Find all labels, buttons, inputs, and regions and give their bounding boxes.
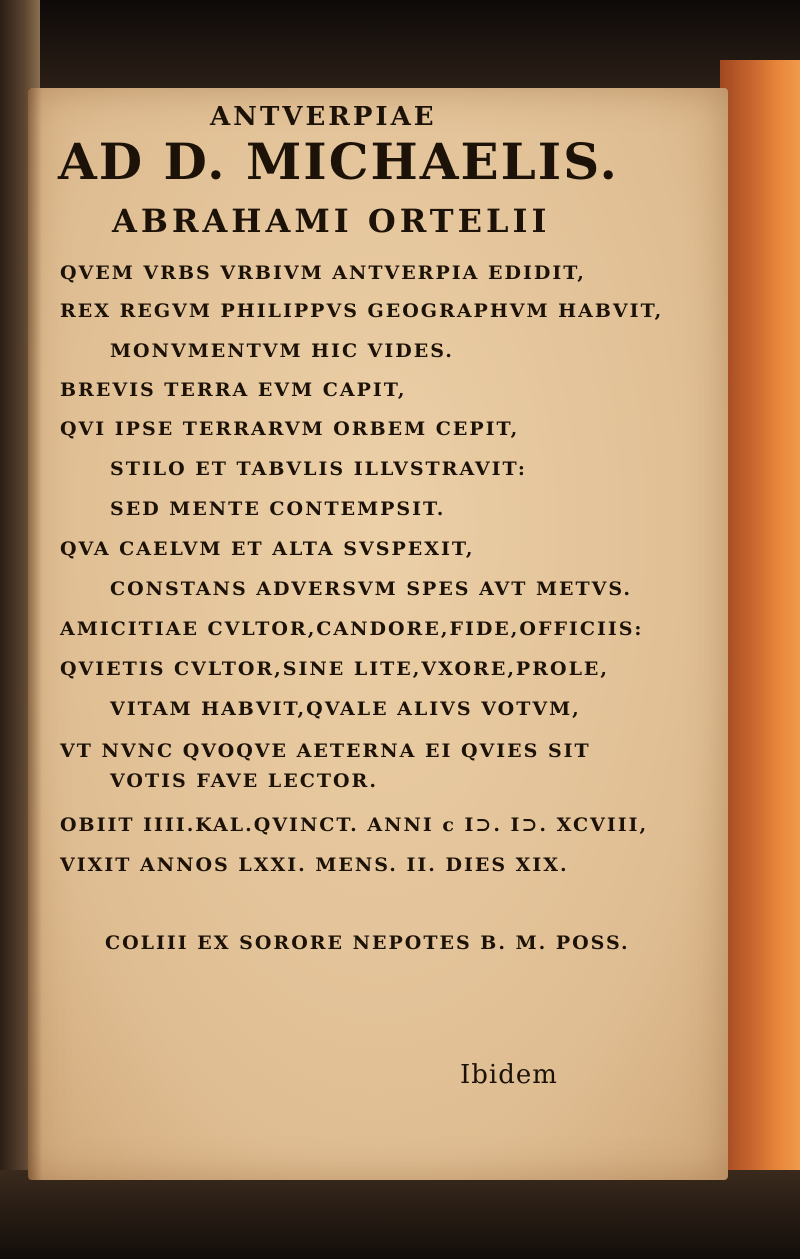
page-gutter-shadow [28, 88, 42, 1180]
inscription-line: VT NVNC QVOQVE AETERNA EI QVIES SIT [60, 740, 591, 762]
inscription-line: CONSTANS ADVERSVM SPES AVT METVS. [110, 578, 633, 600]
death-date-line: OBIIT IIII.KAL.QVINCT. ANNI c I⊃. I⊃. XCVIII, [60, 814, 649, 836]
dedication-title: AD D. MICHAELIS. [58, 132, 619, 191]
inscription-line: QVIETIS CVLTOR,SINE LITE,VXORE,PROLE, [60, 658, 610, 680]
inscription-line: QVI IPSE TERRARVM ORBEM CEPIT, [60, 418, 520, 440]
inscription-line: REX REGVM PHILIPPVS GEOGRAPHVM HABVIT, [60, 300, 664, 322]
background-cover-edge [720, 60, 800, 1190]
source-note: Ibidem [460, 1060, 558, 1090]
background-top [0, 0, 800, 90]
inscription-line: MONVMENTVM HIC VIDES. [110, 340, 454, 362]
age-line: VIXIT ANNOS LXXI. MENS. II. DIES XIX. [60, 854, 569, 876]
author-name: ABRAHAMI ORTELII [112, 202, 551, 240]
inscription-line: STILO ET TABVLIS ILLVSTRAVIT: [110, 458, 527, 480]
city-heading: ANTVERPIAE [210, 102, 437, 132]
inscription-line: VOTIS FAVE LECTOR. [110, 770, 378, 792]
inscription-line: QVEM VRBS VRBIVM ANTVERPIA EDIDIT, [60, 262, 586, 284]
inscription-line: QVA CAELVM ET ALTA SVSPEXIT, [60, 538, 475, 560]
inscription-line: VITAM HABVIT,QVALE ALIVS VOTVM, [110, 698, 581, 720]
inscription-line: BREVIS TERRA EVM CAPIT, [60, 379, 407, 401]
background-bottom [0, 1170, 800, 1259]
dedicators-line: COLIII EX SORORE NEPOTES B. M. POSS. [105, 932, 630, 954]
inscription-line: AMICITIAE CVLTOR,CANDORE,FIDE,OFFICIIS: [60, 618, 644, 640]
inscription-line: SED MENTE CONTEMPSIT. [110, 498, 446, 520]
